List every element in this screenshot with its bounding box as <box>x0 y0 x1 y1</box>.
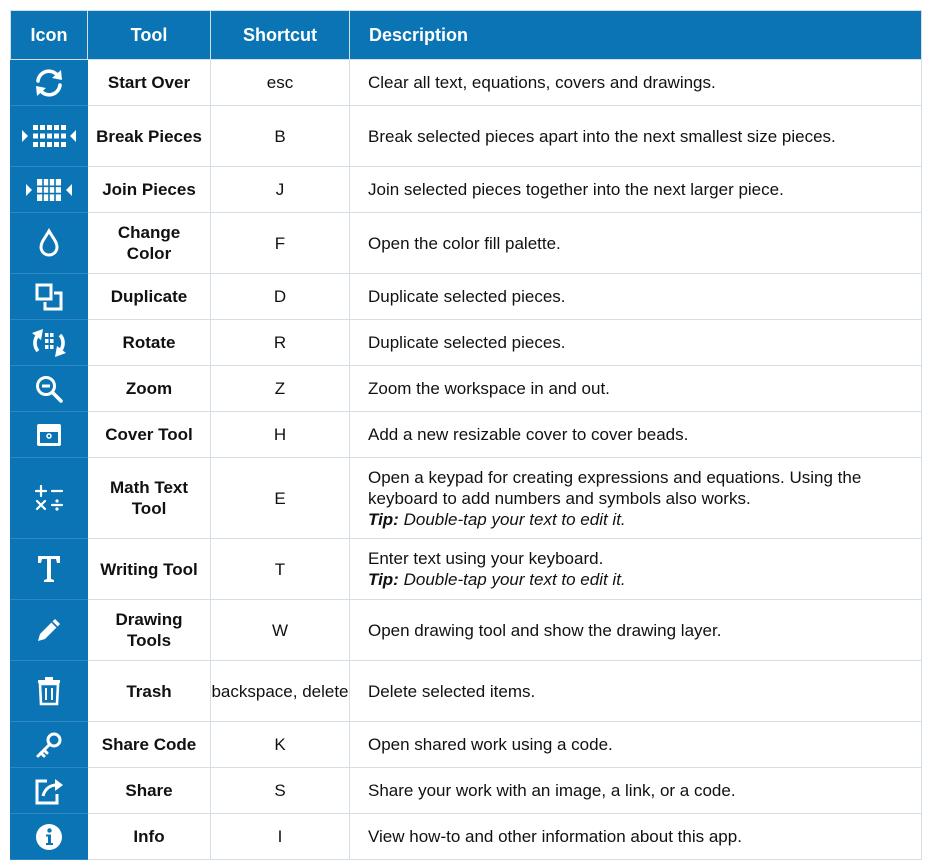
shortcut-key: W <box>211 600 350 661</box>
table-row <box>11 539 922 600</box>
table-row <box>11 600 922 661</box>
header-shortcut: Shortcut <box>211 11 350 60</box>
icon-cell <box>11 539 88 600</box>
tool-description: Zoom the workspace in and out. <box>350 366 922 412</box>
shortcut-key: E <box>211 458 350 539</box>
tip-text: Double-tap your text to edit it. <box>403 509 626 529</box>
tool-description: Break selected pieces apart into the next smallest size pieces. <box>350 106 922 167</box>
table-row <box>11 412 922 458</box>
trash-icon <box>36 676 62 706</box>
shortcut-key: B <box>211 106 350 167</box>
tool-description <box>350 458 922 539</box>
share-icon <box>33 776 65 806</box>
tools-table <box>10 10 922 860</box>
icon-cell <box>11 167 88 213</box>
shortcut-key: T <box>211 539 350 600</box>
tool-name: Info <box>88 814 211 860</box>
icon-cell <box>11 366 88 412</box>
tool-description: Open the color fill palette. <box>350 213 922 274</box>
duplicate-icon <box>34 282 64 312</box>
tool-name: Trash <box>88 661 211 722</box>
key-icon <box>34 730 64 760</box>
icon-cell <box>11 412 88 458</box>
tool-name: Rotate <box>88 320 211 366</box>
table-row <box>11 167 922 213</box>
math-symbols-icon <box>33 482 65 514</box>
tool-name: Zoom <box>88 366 211 412</box>
description-text: Enter text using your keyboard. <box>368 549 604 568</box>
tool-description: Duplicate selected pieces. <box>350 320 922 366</box>
zoom-icon <box>34 374 64 404</box>
table-row <box>11 722 922 768</box>
tool-description: Delete selected items. <box>350 661 922 722</box>
tool-name: Join Pieces <box>88 167 211 213</box>
tool-description: Join selected pieces together into the next larger piece. <box>350 167 922 213</box>
rotate-icon <box>29 326 69 360</box>
tool-name: Duplicate <box>88 274 211 320</box>
tool-name: Math Text Tool <box>88 458 211 539</box>
tip-label: Tip: <box>368 509 399 529</box>
shortcut-key: J <box>211 167 350 213</box>
info-icon <box>34 822 64 852</box>
icon-cell <box>11 106 88 167</box>
tool-name: Break Pieces <box>88 106 211 167</box>
shortcut-key: esc <box>211 60 350 106</box>
table-row <box>11 366 922 412</box>
shortcut-key: D <box>211 274 350 320</box>
tool-name: Start Over <box>88 60 211 106</box>
icon-cell <box>11 814 88 860</box>
tool-name: Cover Tool <box>88 412 211 458</box>
tool-description: Share your work with an image, a link, or a code. <box>350 768 922 814</box>
break-pieces-icon <box>21 121 77 151</box>
icon-cell <box>11 600 88 661</box>
table-row <box>11 661 922 722</box>
cover-icon <box>35 421 63 449</box>
table-row <box>11 274 922 320</box>
tool-name: Change Color <box>88 213 211 274</box>
tool-name: Writing Tool <box>88 539 211 600</box>
shortcut-key: backspace, delete <box>211 661 350 722</box>
icon-cell <box>11 213 88 274</box>
tool-description: Clear all text, equations, covers and drawings. <box>350 60 922 106</box>
header-tool: Tool <box>88 11 211 60</box>
shortcut-key: F <box>211 213 350 274</box>
table-row <box>11 213 922 274</box>
table-row <box>11 768 922 814</box>
shortcut-key: R <box>211 320 350 366</box>
tool-description <box>350 539 922 600</box>
tool-name: Share Code <box>88 722 211 768</box>
tip-text: Double-tap your text to edit it. <box>403 570 626 589</box>
icon-cell <box>11 458 88 539</box>
table-row <box>11 106 922 167</box>
droplet-icon <box>37 228 61 258</box>
shortcut-key: K <box>211 722 350 768</box>
tool-name: Share <box>88 768 211 814</box>
tool-description: Open drawing tool and show the drawing layer. <box>350 600 922 661</box>
table-row <box>11 320 922 366</box>
description-text: Open a keypad for creating expressions and equations. Using the keyboard to add numbers and symbols also works. <box>368 467 862 508</box>
tool-description: Add a new resizable cover to cover beads. <box>350 412 922 458</box>
shortcut-key: H <box>211 412 350 458</box>
tool-name: Drawing Tools <box>88 600 211 661</box>
icon-cell <box>11 320 88 366</box>
header-icon: Icon <box>11 11 88 60</box>
join-pieces-icon <box>24 176 74 204</box>
table-row <box>11 458 922 539</box>
tool-description: Open shared work using a code. <box>350 722 922 768</box>
tool-description: View how-to and other information about this app. <box>350 814 922 860</box>
icon-cell <box>11 768 88 814</box>
header-row <box>11 11 922 60</box>
header-description: Description <box>350 11 922 60</box>
tool-description: Duplicate selected pieces. <box>350 274 922 320</box>
table-row <box>11 814 922 860</box>
pencil-icon <box>34 615 64 645</box>
shortcut-key: S <box>211 768 350 814</box>
icon-cell <box>11 274 88 320</box>
icon-cell <box>11 722 88 768</box>
shortcut-key: Z <box>211 366 350 412</box>
refresh-icon <box>31 65 67 101</box>
text-icon <box>35 553 63 585</box>
shortcut-key: I <box>211 814 350 860</box>
icon-cell <box>11 661 88 722</box>
icon-cell <box>11 60 88 106</box>
tip-label: Tip: <box>368 570 399 589</box>
table-row <box>11 60 922 106</box>
